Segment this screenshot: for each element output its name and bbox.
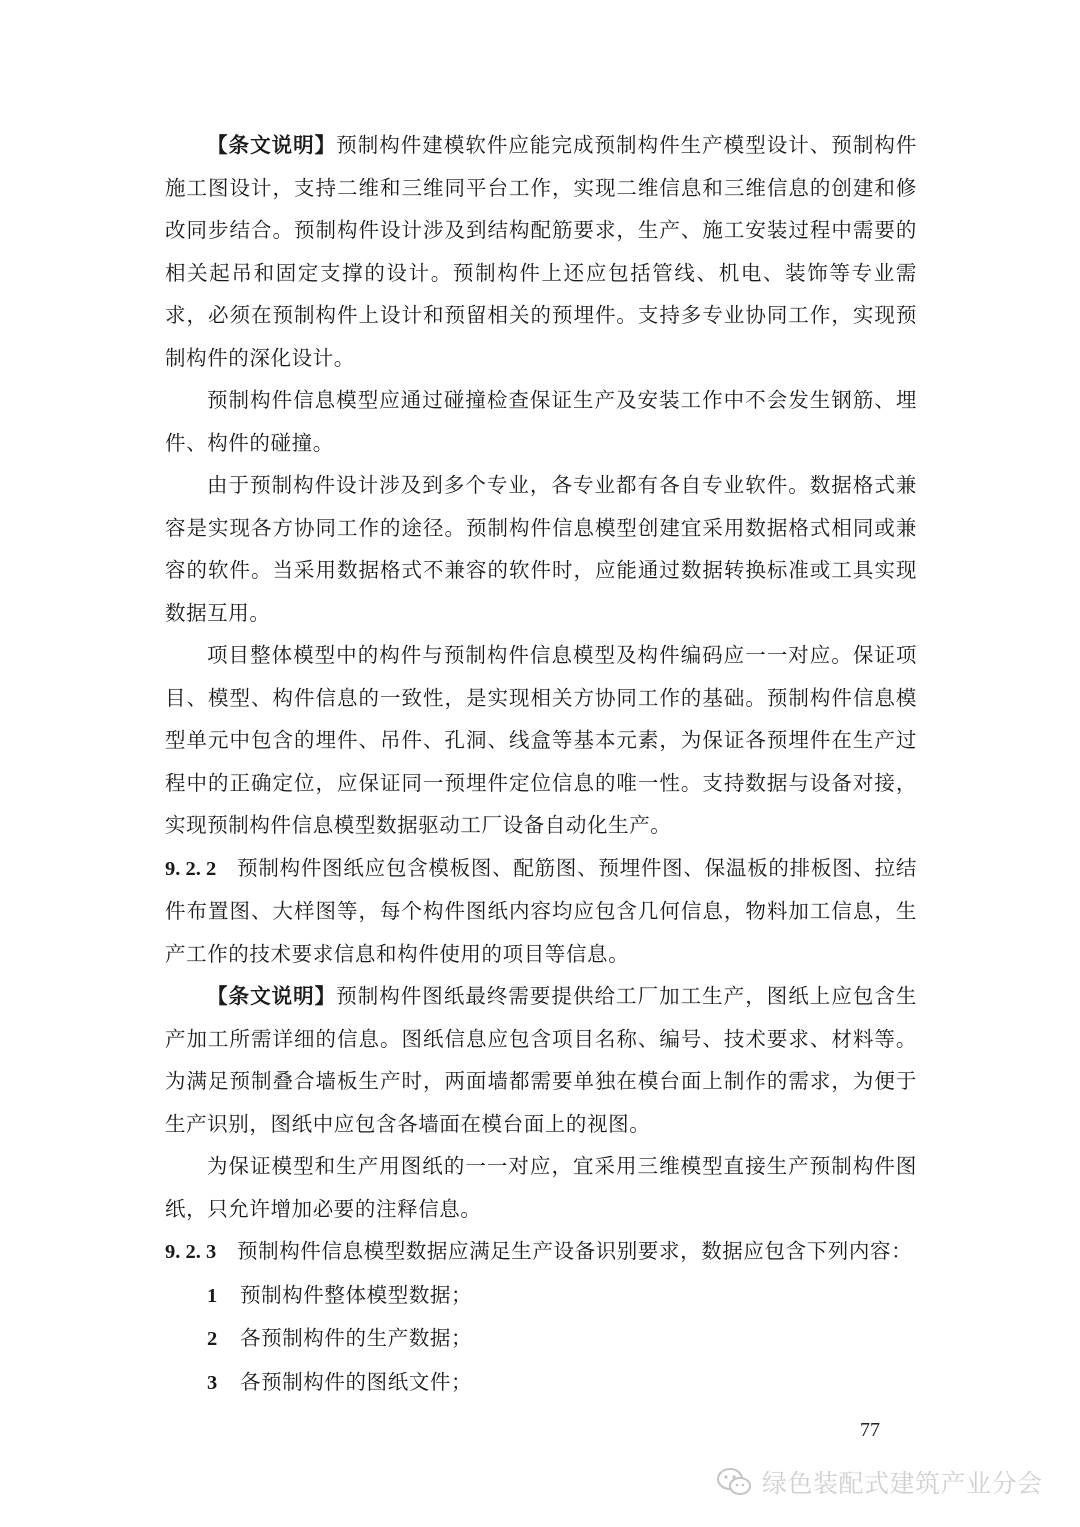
explanation-paragraph xyxy=(165,975,917,1145)
list-item-number: 2 xyxy=(207,1328,218,1350)
clause-text: 预制构件图纸应包含模板图、配筋图、预埋件图、保温板的排板图、拉结件布置图、大样图等，每个构件图纸内容均应包含几何信息，物料加工信息，生产工作的技术要求信息和构件使用的项目等信息。 xyxy=(165,855,917,966)
wechat-icon xyxy=(716,1467,752,1497)
clause-number: 9. 2. 3 xyxy=(165,1241,217,1263)
list-item-text: 各预制构件的图纸文件； xyxy=(240,1369,473,1394)
paragraph: 项目整体模型中的构件与预制构件信息模型及构件编码应一一对应。保证项目、模型、构件信息的一致性，是实现相关方协同工作的基础。预制构件信息模型单元中包含的埋件、吊件、孔洞、线盒等基本元素，为保证各预埋件在生产过程中的正确定位，应保证同一预埋件定位信息的唯一性。支持数据与设备对接，实现预制构件信息模型数据驱动工厂设备自动化生产。 xyxy=(165,643,917,837)
clause-9-2-2 xyxy=(165,847,917,976)
paragraph-text: 预制构件图纸最终需要提供给工厂加工生产，图纸上应包含生产加工所需详细的信息。图纸信息应包含项目名称、编号、技术要求、材料等。为满足预制叠合墙板生产时，两面墙都需要单独在模台面上制作的需求，为便于生产识别，图纸中应包含各墙面在模台面上的视图。 xyxy=(165,984,917,1136)
watermark xyxy=(716,1462,1043,1502)
list-item-number: 3 xyxy=(207,1371,218,1394)
explanation-label: 【条文说明】 xyxy=(207,984,337,1008)
list-item-number: 1 xyxy=(207,1284,218,1307)
clause-text: 预制构件信息模型数据应满足生产设备识别要求，数据应包含下列内容： xyxy=(237,1239,913,1263)
paragraph: 由于预制构件设计涉及到多个专业，各专业都有各自专业软件。数据格式兼容是实现各方协同工作的途径。预制构件信息模型创建宜采用数据格式相同或兼容的软件。当采用数据格式不兼容的软件时，应能通过数据转换标准或工具实现数据互用。 xyxy=(165,473,917,625)
list-item xyxy=(165,1361,917,1405)
explanation-label: 【条文说明】 xyxy=(207,133,337,157)
list-item xyxy=(165,1317,917,1361)
paragraph: 预制构件信息模型应通过碰撞检查保证生产及安装工作中不会发生钢筋、埋件、构件的碰撞。 xyxy=(165,388,917,455)
watermark-text: 绿色装配式建筑产业分会 xyxy=(762,1469,1043,1498)
paragraph: 为保证模型和生产用图纸的一一对应，宜采用三维模型直接生产预制构件图纸，只允许增加必要的注释信息。 xyxy=(165,1154,917,1221)
list-item-text: 各预制构件的生产数据； xyxy=(240,1326,473,1350)
page-number: 77 xyxy=(860,1419,880,1441)
list-item-text: 预制构件整体模型数据； xyxy=(240,1282,473,1307)
document-body xyxy=(165,124,917,1404)
clause-number: 9. 2. 2 xyxy=(165,857,217,880)
list-item xyxy=(165,1274,917,1318)
clause-9-2-3 xyxy=(165,1230,917,1274)
paragraph-text: 预制构件建模软件应能完成预制构件生产模型设计、预制构件施工图设计，支持二维和三维同平台工作，实现二维信息和三维信息的创建和修改同步结合。预制构件设计涉及到结构配筋要求，生产、施工安装过程中需要的相关起吊和固定支撑的设计。预制构件上还应包括管线、机电、装饰等专业需求，必须在预制构件上设计和预留相关的预埋件。支持多专业协同工作，实现预制构件的深化设计。 xyxy=(165,133,917,370)
explanation-paragraph xyxy=(165,124,917,379)
